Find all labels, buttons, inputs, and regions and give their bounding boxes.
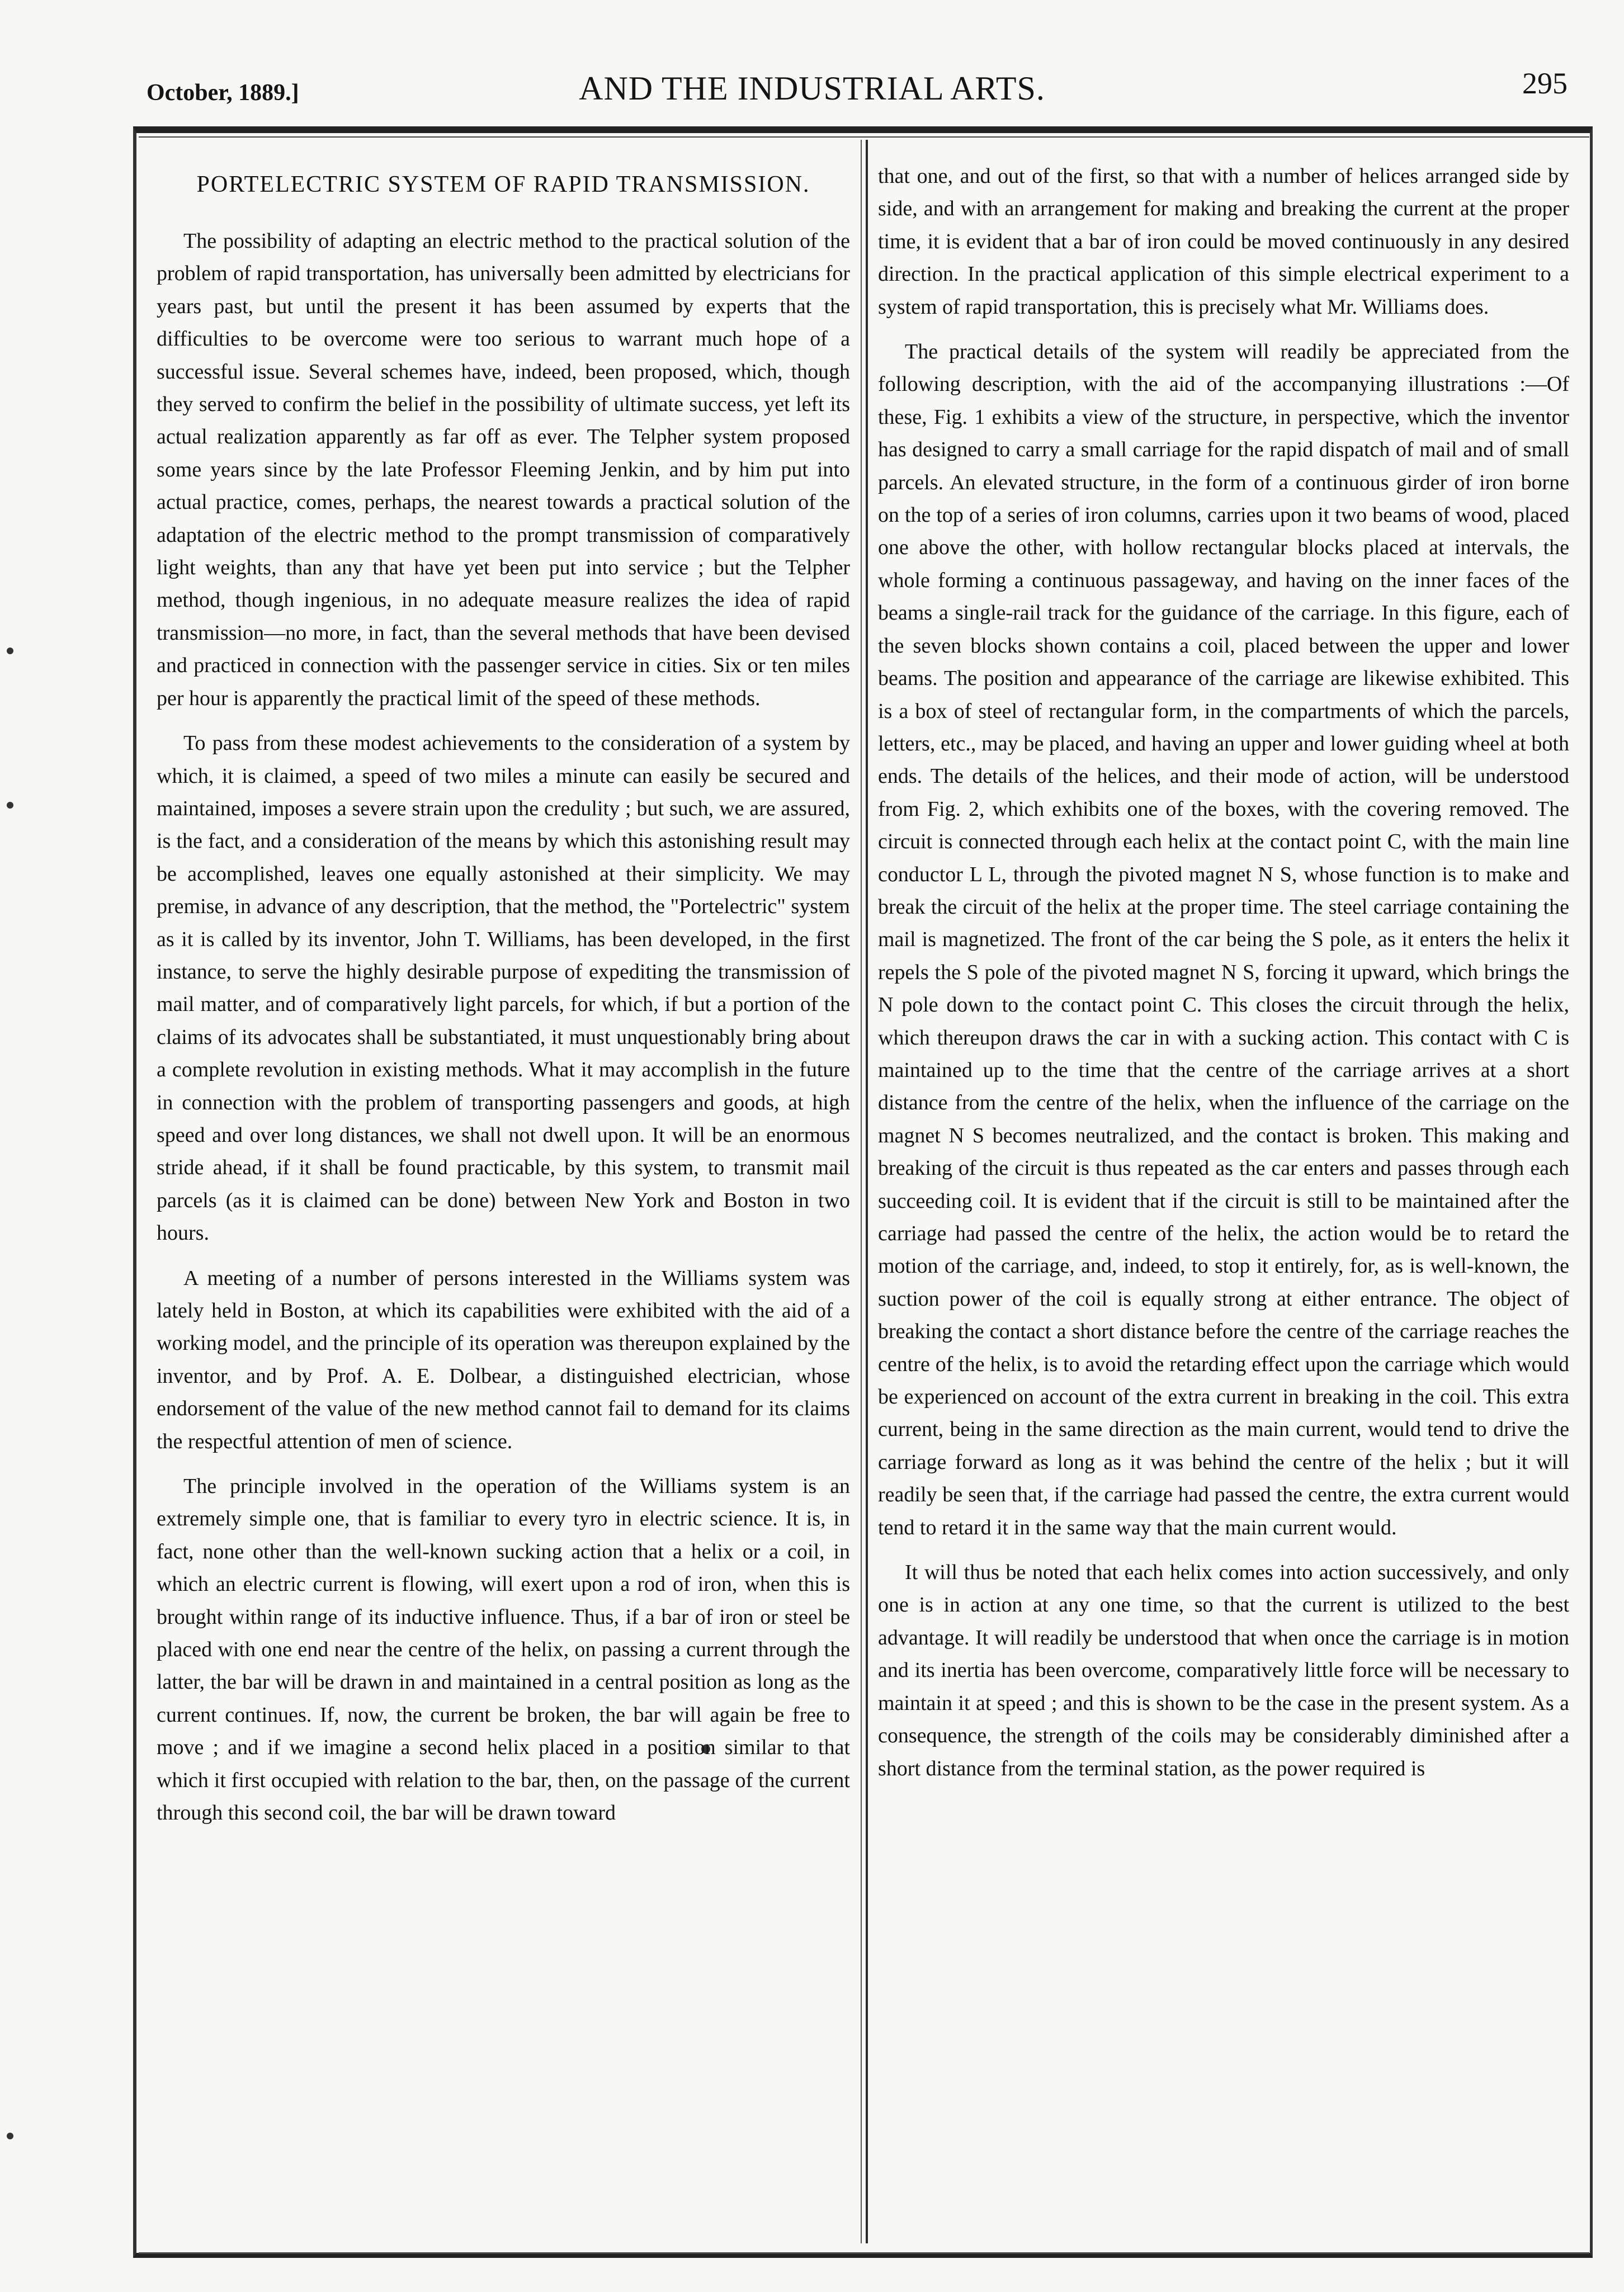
- paragraph: A meeting of a number of persons interested in the Williams system was lately held in Boston, at which its capabilities were exhibited with the aid of a working model, and the principle of its operation was thereupon explained by the inventor, and by Prof. A. E. Dolbear, a distinguished electrician, whose endorsement of the value of the new method cannot fail to demand for its claims the respectful attention of men of science.: [157, 1266, 850, 1453]
- column-divider-thin: [861, 140, 862, 2243]
- paragraph-continued: that one, and out of the first, so that with a number of helices arranged side by side, and with an arrangement for making and breaking the current at the proper time, it is evident that a bar of iron could be moved continuously in any desired direction. In the practical application of this simple electrical experiment to a system of rapid transportation, this is precisely what Mr. Williams does.: [878, 164, 1569, 319]
- column-divider: [866, 140, 868, 2243]
- paragraph: To pass from these modest achievements to the consideration of a system by which, it is claimed, a speed of two miles a minute can easily be secured and maintained, imposes a severe strain upon the credulity ; but such, we are assured, is the fact, and a consideration of the means by which this astonishing result may be accomplished, leaves one equally astonished at their simplicity. We may premise, in advance of any description, that the method, the "Portelectric" system as it is called by its inventor, John T. Williams, has been developed, in the first instance, to serve the highly desirable purpose of expediting the transmission of mail matter, and of comparatively light parcels, for which, if but a portion of the claims of its advocates shall be substantiated, it must unquestionably bring about a complete revolution in existing methods. What it may accomplish in the future in connection with the problem of transporting passengers and goods, at high speed and over long distances, we shall not dwell upon. It will be an enormous stride ahead, if it shall be found practicable, by this system, to transmit mail parcels (as it is claimed can be done) between New York and Boston in two hours.: [157, 731, 850, 1245]
- issue-date: October, 1889.]: [147, 80, 299, 106]
- right-column: [878, 160, 1569, 2223]
- page-number: 295: [1522, 67, 1568, 100]
- margin-mark: [7, 648, 13, 654]
- publication-title: AND THE INDUSTRIAL ARTS.: [579, 70, 1045, 107]
- article-title: PORTELECTRIC SYSTEM OF RAPID TRANSMISSION.: [196, 172, 810, 197]
- running-header: [0, 66, 1624, 116]
- margin-mark: [7, 802, 13, 809]
- paragraph: The practical details of the system will readily be appreciated from the following description, with the aid of the accompanying illustrations :—Of these, Fig. 1 exhibits a view of the structure, in perspective, which the inventor has designed to carry a small carriage for the rapid dispatch of mail and of small parcels. An elevated structure, in the form of a continuous girder of iron borne on the top of a series of iron columns, carries upon it two beams of wood, placed one above the other, with hollow rectangular blocks placed at intervals, the whole forming a continuous passageway, and having on the inner faces of the beams a single-rail track for the guidance of the carriage. In this figure, each of the seven blocks shown contains a coil, placed between the upper and lower beams. The position and appearance of the carriage are likewise exhibited. This is a box of steel of rectangular form, in the compartments of which the parcels, letters, etc., may be placed, and having an upper and lower guiding wheel at both ends. The details of the helices, and their mode of action, will be understood from Fig. 2, which exhibits one of the boxes, with the covering removed. The circuit is connected through each helix at the contact point C, with the main line conductor L L, through the pivoted magnet N S, whose function is to make and break the circuit of the helix at the proper time. The steel carriage containing the mail is magnetized. The front of the car being the S pole, as it enters the helix it repels the S pole of the pivoted magnet N S, forcing it upward, which brings the N pole down to the contact point C. This closes the circuit through the helix, which thereupon draws the car in with a sucking action. This contact with C is maintained up to the time that the centre of the carriage arrives at a short distance from the centre of the helix, when the influence of the carriage on the magnet N S becomes neutralized, and the contact is broken. This making and breaking of the circuit is thus repeated as the car enters and passes through each succeeding coil. It is evident that if the circuit is still to be maintained after the carriage had passed the centre of the helix, the action would be to retard the motion of the carriage, and, indeed, to stop it entirely, for, as is well-known, the suction power of the coil is equally strong at either entrance. The object of breaking the contact a short distance before the centre of the carriage reaches the centre of the helix, is to avoid the retarding effect upon the carriage which would be experienced on account of the extra current in breaking in the coil. This extra current, being in the same direction as the main current, would tend to drive the carriage forward as long as it was behind the centre of the helix ; but it will readily be seen that, if the carriage had passed the centre, the extra current would tend to retard it in the same way that the main current would.: [878, 340, 1569, 1539]
- paragraph: The principle involved in the operation of the Williams system is an extremely simple one, that is familiar to every tyro in electric science. It is, in fact, none other than the well-known sucking action that a helix or a coil, in which an electric current is flowing, will exert upon a rod of iron, when this is brought within range of its inductive influence. Thus, if a bar of iron or steel be placed with one end near the centre of the helix, on passing a current through the latter, the bar will be drawn in and maintained in a central position as long as the current continues. If, now, the current be broken, the bar will again be free to move ; and if we imagine a second helix placed in a position similar to that which it first occupied with relation to the bar, then, on the passage of the current through this second coil, the bar will be drawn toward: [157, 1475, 850, 1825]
- margin-mark: [7, 2133, 13, 2139]
- paragraph: It will thus be noted that each helix comes into action successively, and only one is in action at any one time, so that the current is utilized to the best advantage. It will readily be understood that when once the carriage is in motion and its inertia has been overcome, comparatively little force will be necessary to maintain it at speed ; and this is shown to be the case in the present system. As a consequence, the strength of the coils may be considerably diminished after a short distance from the terminal station, as the power required is: [878, 1561, 1569, 1780]
- left-column: [157, 168, 850, 2231]
- paragraph: The possibility of adapting an electric method to the practical solution of the problem of rapid transportation, has universally been admitted by electricians for years past, but until the present it has been assumed by experts that the difficulties to be overcome were too serious to warrant much hope of a successful issue. Several schemes have, indeed, been proposed, which, though they served to confirm the belief in the possibility of ultimate success, yet left its actual realization apparently as far off as ever. The Telpher system proposed some years since by the late Professor Fleeming Jenkin, and by him put into actual practice, comes, perhaps, the nearest towards a practical solution of the adaptation of the electric method to the prompt transmission of comparatively light weights, than any that have yet been put into service ; but the Telpher method, though ingenious, in no adequate measure realizes the idea of rapid transmission—no more, in fact, than the several methods that have been devised and practiced in connection with the passenger service in cities. Six or ten miles per hour is apparently the practical limit of the speed of these methods.: [157, 229, 850, 710]
